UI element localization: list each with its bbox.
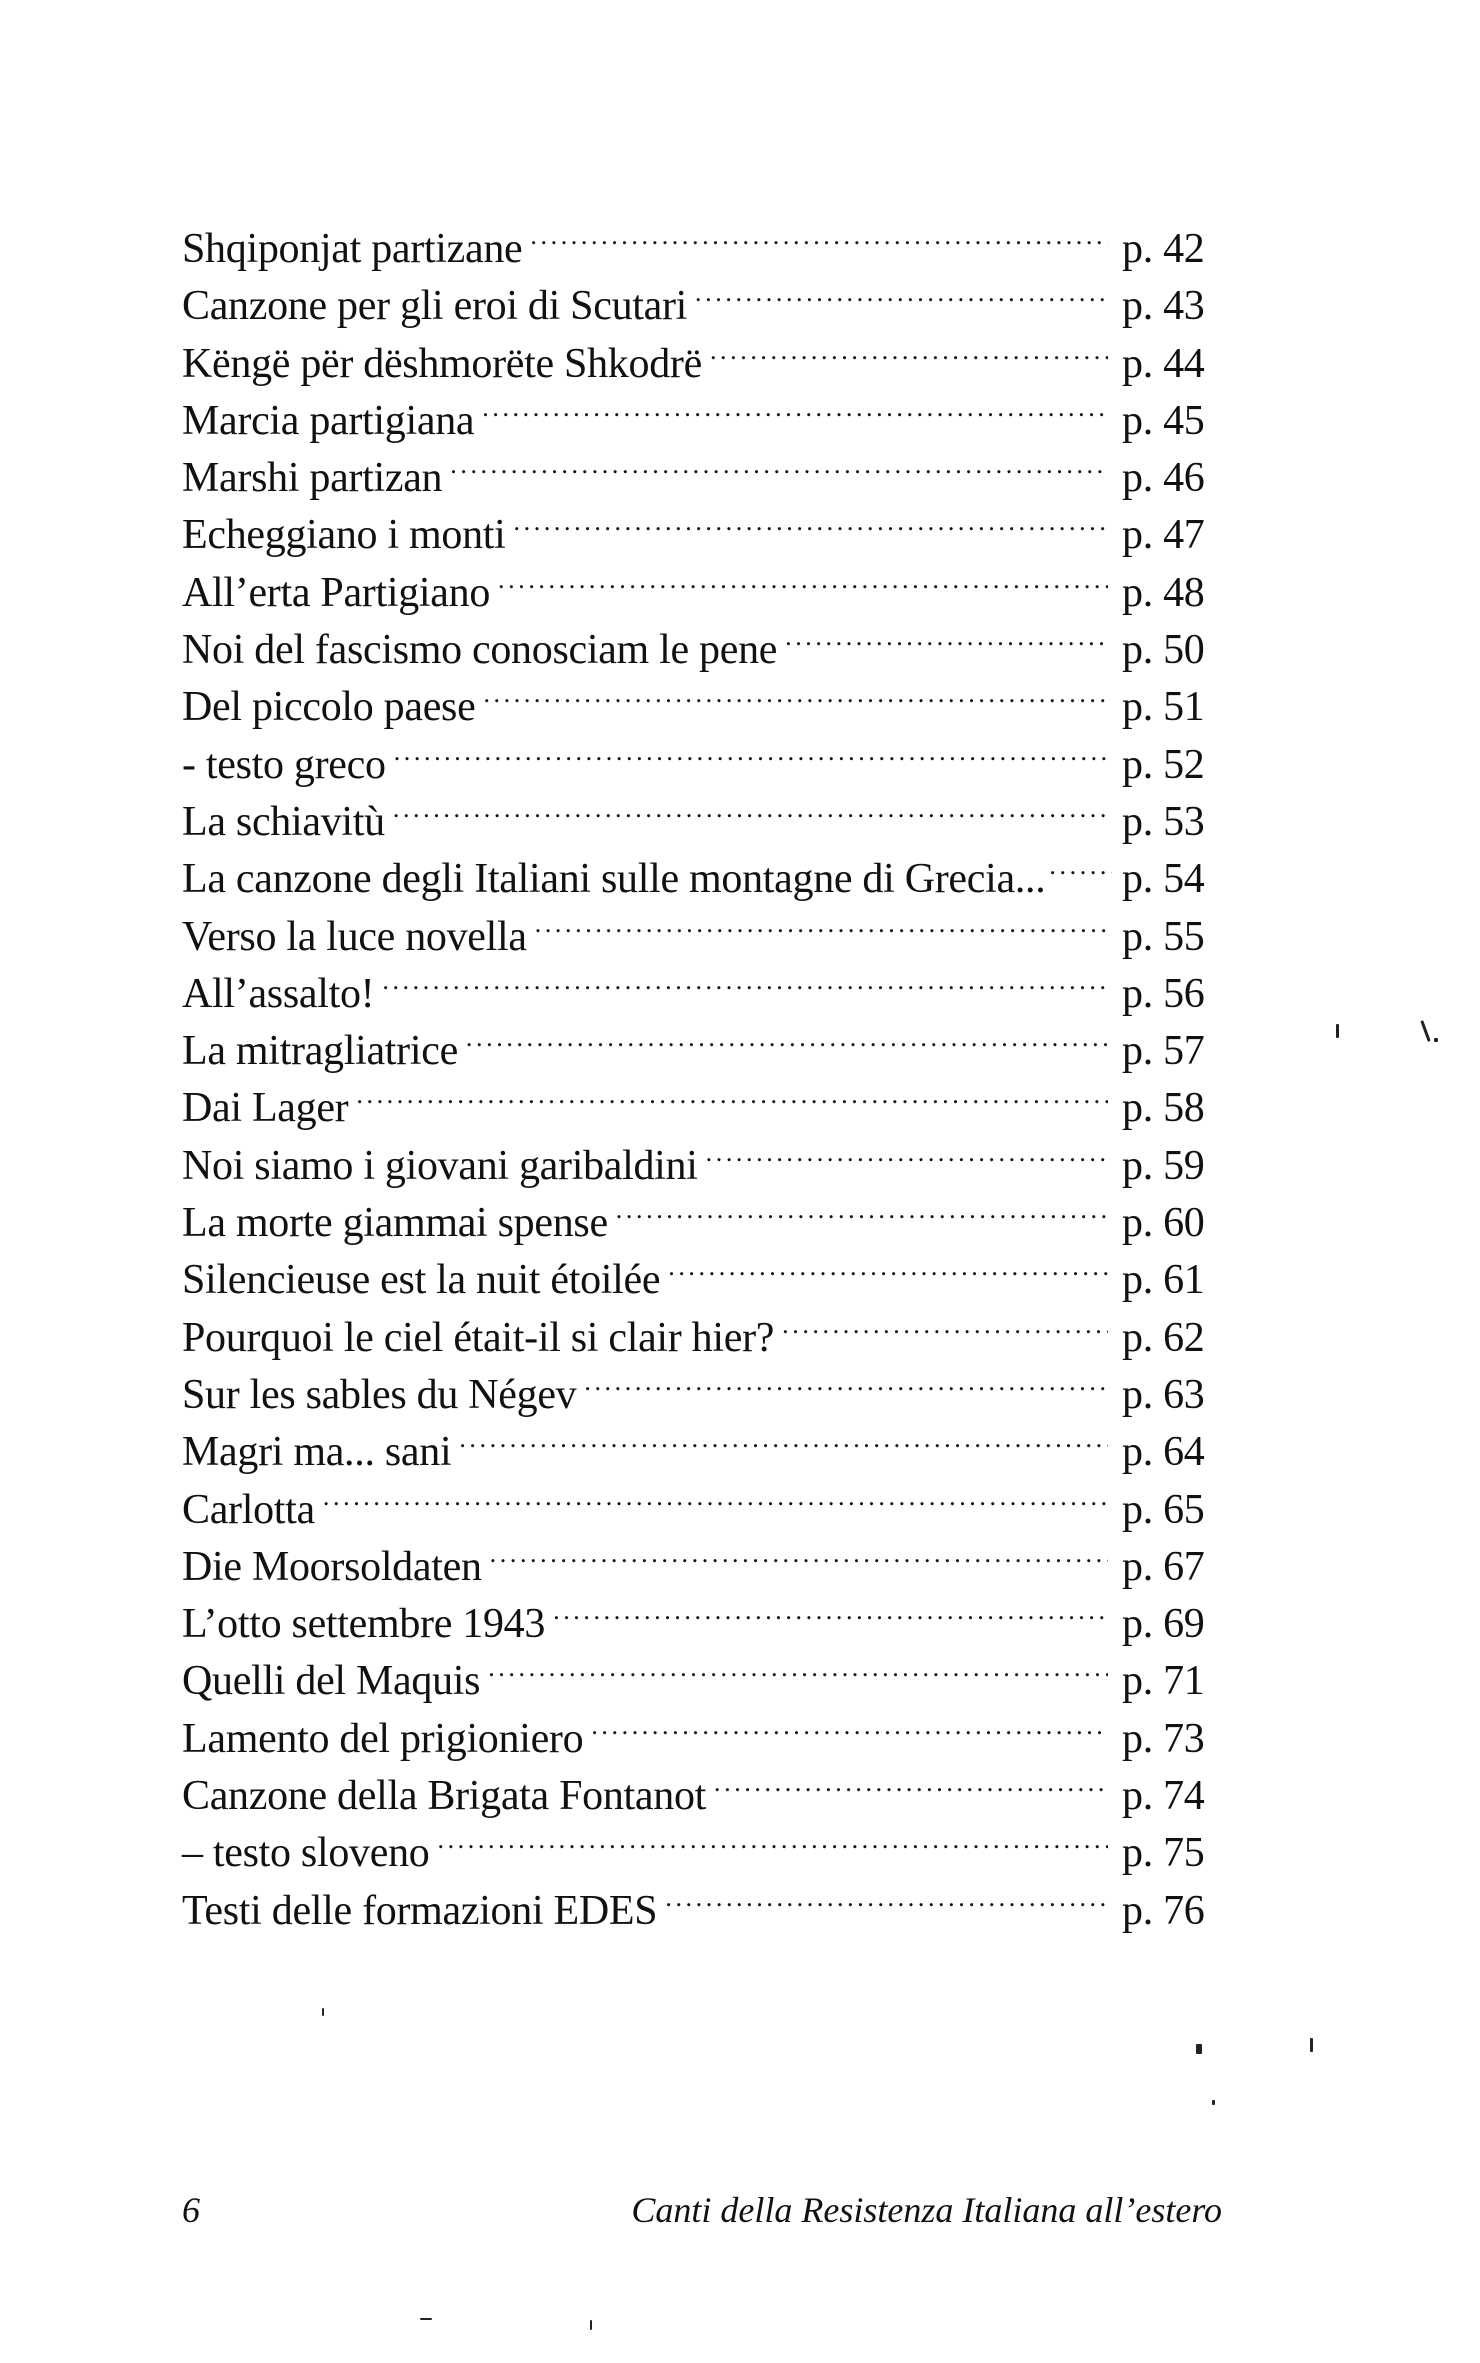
- toc-entry-page: p. 52: [1122, 741, 1205, 788]
- dot-leader: [591, 1695, 1108, 1752]
- running-title: Canti della Resistenza Italiana all’estero: [631, 2190, 1222, 2230]
- toc-entry-title: Magri ma... sani: [182, 1429, 452, 1476]
- toc-entry: [182, 205, 1222, 272]
- toc-entry-title: Carlotta: [182, 1486, 315, 1533]
- toc-entry-page: p. 76: [1122, 1887, 1205, 1934]
- page-footer: [182, 2180, 1222, 2240]
- dot-leader: [323, 1466, 1108, 1523]
- toc-entry-title: Canzone per gli eroi di Scutari: [182, 283, 688, 330]
- toc-entry-title: All’assalto!: [182, 970, 375, 1017]
- toc-entry-page: p. 67: [1122, 1543, 1205, 1590]
- toc-entry-title: Die Moorsoldaten: [182, 1543, 482, 1590]
- toc-entry-page: p. 53: [1122, 798, 1205, 845]
- toc-entry-title: L’otto settembre 1943: [182, 1601, 546, 1648]
- dot-leader: [535, 893, 1108, 950]
- dot-leader: [584, 1351, 1108, 1408]
- dot-leader: [498, 549, 1108, 606]
- toc-entry-title: La mitragliatrice: [182, 1028, 458, 1075]
- toc-entry-title: - testo greco: [182, 741, 386, 788]
- scan-speck: [590, 2320, 592, 2330]
- scan-speck: [1310, 2038, 1313, 2052]
- toc-entry-page: p. 61: [1122, 1257, 1205, 1304]
- toc-entry: [182, 1466, 1222, 1533]
- dot-leader: [714, 1752, 1108, 1809]
- dot-leader: [450, 434, 1108, 491]
- dot-leader: [437, 1809, 1108, 1866]
- dot-leader: [616, 1179, 1108, 1236]
- table-of-contents: [182, 205, 1222, 1934]
- toc-entry-title: Pourquoi le ciel était-il si clair hier?: [182, 1314, 775, 1361]
- dot-leader: [710, 320, 1108, 377]
- dot-leader: [668, 1236, 1108, 1293]
- toc-entry-page: p. 73: [1122, 1715, 1205, 1762]
- toc-entry-title: – testo sloveno: [182, 1830, 430, 1877]
- toc-entry-title: Del piccolo paese: [182, 684, 476, 731]
- toc-entry-page: p. 58: [1122, 1085, 1205, 1132]
- toc-entry-title: Dai Lager: [182, 1085, 349, 1132]
- toc-entry-title: Canzone della Brigata Fontanot: [182, 1773, 707, 1820]
- dot-leader: [695, 262, 1108, 319]
- dot-leader: [665, 1867, 1108, 1924]
- toc-entry-page: p. 48: [1122, 569, 1205, 616]
- toc-entry-page: p. 74: [1122, 1773, 1205, 1820]
- toc-entry-page: p. 47: [1122, 512, 1205, 559]
- toc-entry-page: p. 59: [1122, 1142, 1205, 1189]
- page-number: 6: [182, 2190, 200, 2230]
- toc-entry-title: La schiavitù: [182, 798, 385, 845]
- dot-leader: [382, 950, 1108, 1007]
- dot-leader: [488, 1637, 1108, 1694]
- toc-entry-page: p. 45: [1122, 397, 1205, 444]
- toc-entry-page: p. 42: [1122, 226, 1205, 272]
- toc-entry-title: Shqiponjat partizane: [182, 226, 523, 272]
- toc-entry-page: p. 69: [1122, 1601, 1205, 1648]
- toc-entry-page: p. 54: [1122, 856, 1205, 903]
- toc-entry-title: Marcia partigiana: [182, 397, 475, 444]
- toc-entry-title: La morte giammai spense: [182, 1200, 608, 1247]
- toc-entry-title: All’erta Partigiano: [182, 569, 491, 616]
- toc-entry-title: Marshi partizan: [182, 455, 443, 502]
- toc-entry-title: Testi delle formazioni EDES: [182, 1887, 658, 1934]
- toc-entry-title: Verso la luce novella: [182, 913, 527, 960]
- toc-entry-page: p. 51: [1122, 684, 1205, 731]
- toc-entry-title: Echeggiano i monti: [182, 512, 506, 559]
- toc-entry-page: p. 65: [1122, 1486, 1205, 1533]
- toc-entry-page: p. 43: [1122, 283, 1205, 330]
- dot-leader: [482, 377, 1108, 434]
- toc-entry-page: p. 63: [1122, 1371, 1205, 1418]
- dot-leader: [514, 491, 1108, 548]
- dot-leader: [356, 1064, 1108, 1121]
- scan-speck: [1196, 2044, 1202, 2054]
- dot-leader: [530, 205, 1108, 262]
- dot-leader: [553, 1580, 1108, 1637]
- toc-entry-title: Noi del fascismo conosciam le pene: [182, 627, 778, 674]
- dot-leader: [782, 1294, 1108, 1351]
- scan-speck: [322, 2008, 324, 2016]
- toc-entry-page: p. 75: [1122, 1830, 1205, 1877]
- toc-entry-title: Sur les sables du Négev: [182, 1371, 577, 1418]
- toc-entry-title: Noi siamo i giovani garibaldini: [182, 1142, 698, 1189]
- toc-entry-page: p. 46: [1122, 455, 1205, 502]
- dot-leader: [394, 721, 1108, 778]
- dot-leader: [490, 1523, 1108, 1580]
- toc-entry-title: Lamento del prigioniero: [182, 1715, 584, 1762]
- toc-entry-page: p. 60: [1122, 1200, 1205, 1247]
- toc-entry-title: La canzone degli Italiani sulle montagne di Grecia...: [182, 856, 1046, 903]
- toc-entry-title: Quelli del Maquis: [182, 1658, 481, 1705]
- toc-entry-page: p. 55: [1122, 913, 1205, 960]
- toc-entry-page: p. 50: [1122, 627, 1205, 674]
- dot-leader: [1049, 835, 1112, 892]
- dot-leader: [459, 1408, 1108, 1465]
- dot-leader: [706, 1122, 1108, 1179]
- toc-entry-page: p. 44: [1122, 340, 1205, 387]
- scan-speck: [1420, 1020, 1430, 1042]
- scan-speck: [1212, 2100, 1215, 2105]
- dot-leader: [483, 663, 1108, 720]
- toc-entry-title: Këngë për dëshmorëte Shkodrë: [182, 340, 702, 387]
- toc-entry: [182, 1523, 1222, 1590]
- toc-entry-page: p. 56: [1122, 970, 1205, 1017]
- dot-leader: [466, 1007, 1108, 1064]
- scan-speck: [1434, 1038, 1438, 1042]
- scan-speck: [1336, 1024, 1339, 1038]
- toc-entry-page: p. 57: [1122, 1028, 1205, 1075]
- toc-entry-page: p. 62: [1122, 1314, 1205, 1361]
- dot-leader: [785, 606, 1108, 663]
- toc-entry-page: p. 71: [1122, 1658, 1205, 1705]
- scan-speck: [420, 2318, 432, 2320]
- toc-entry-page: p. 64: [1122, 1429, 1205, 1476]
- dot-leader: [393, 778, 1108, 835]
- toc-entry-title: Silencieuse est la nuit étoilée: [182, 1257, 661, 1304]
